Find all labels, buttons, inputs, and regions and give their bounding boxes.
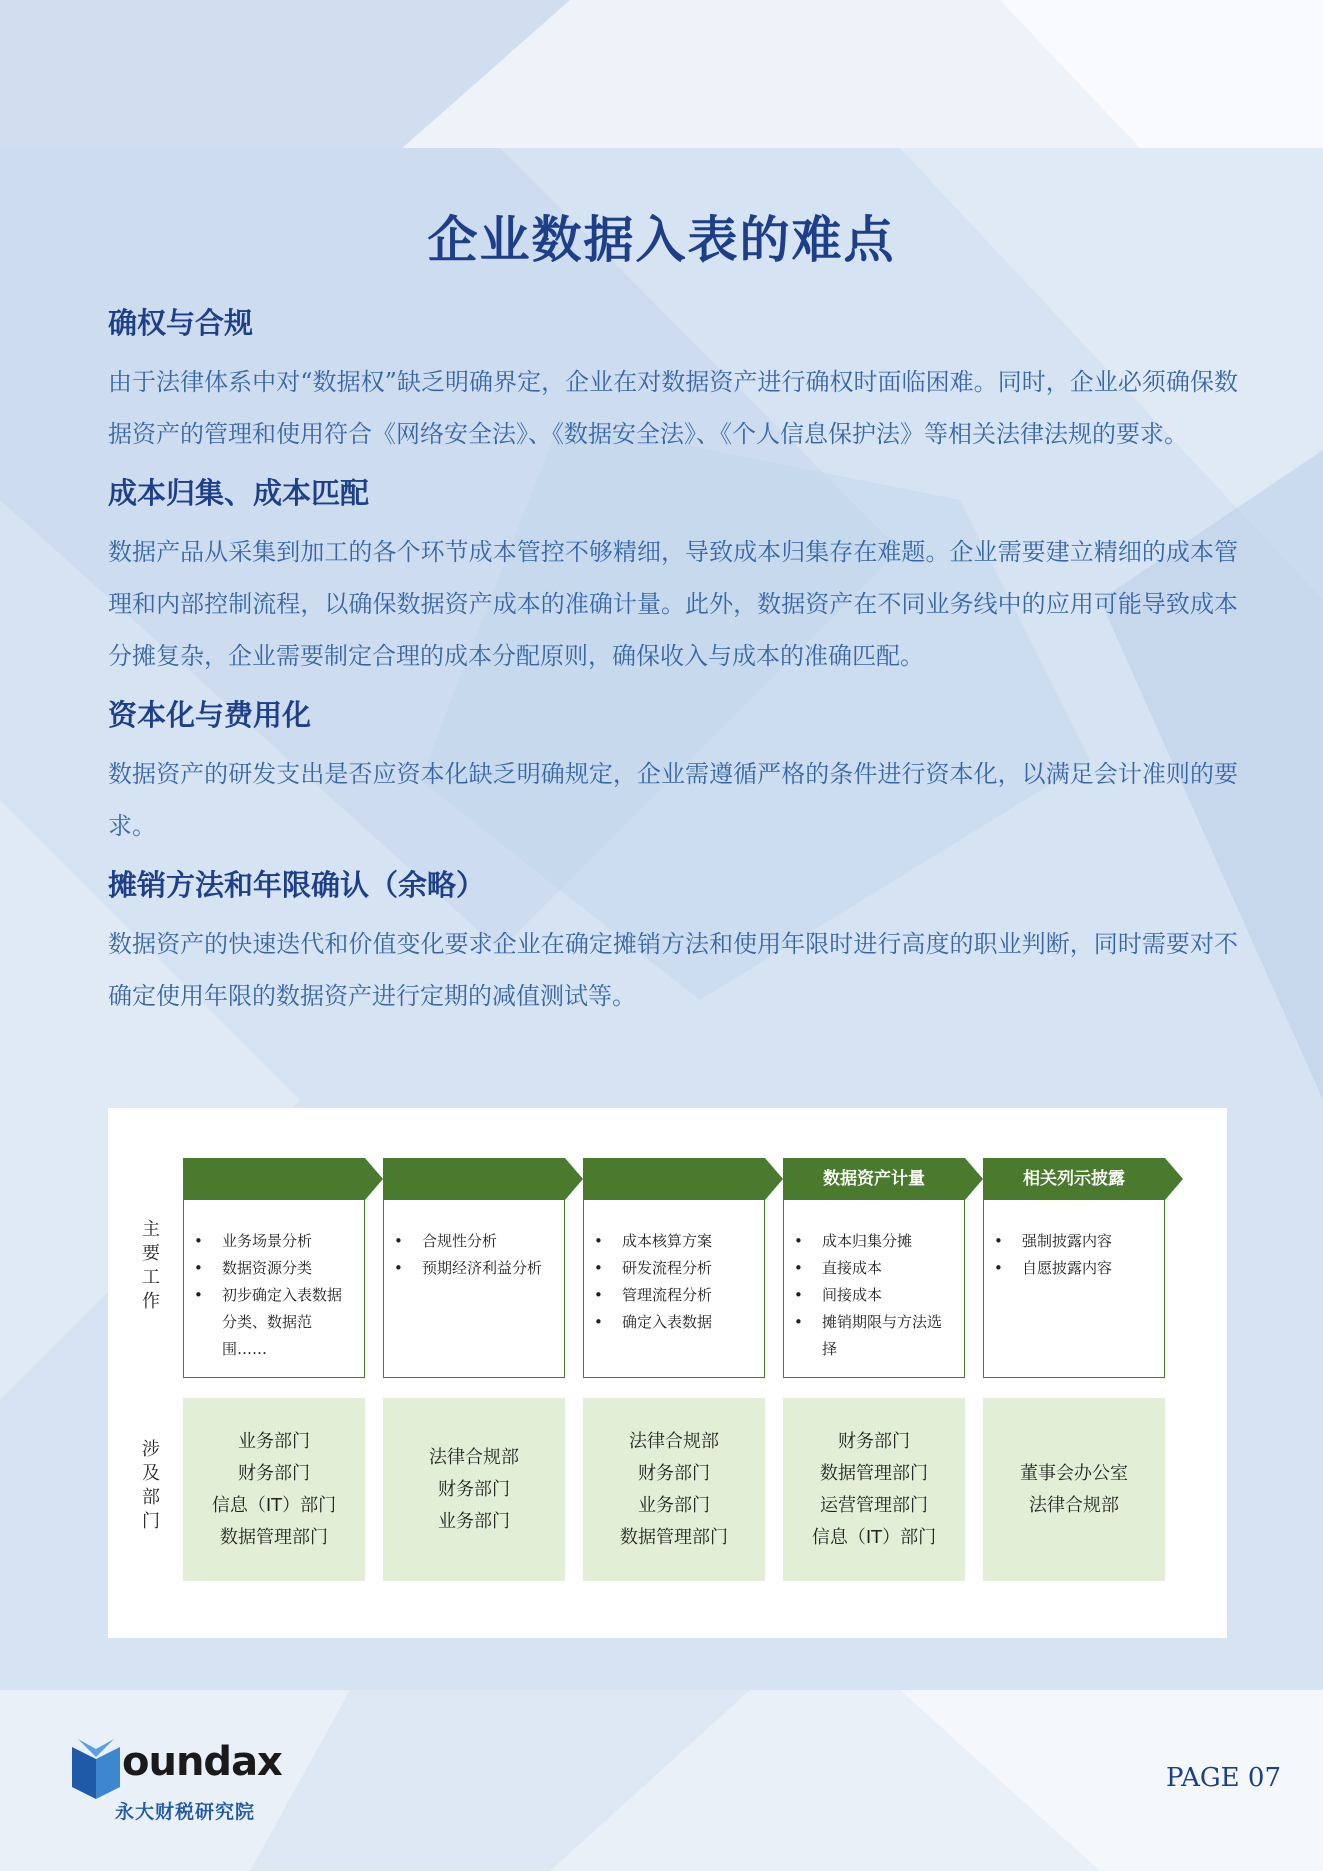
process-step-arrow [583,1158,785,1200]
process-step-label [383,1158,565,1200]
section-capitalization [108,692,1238,852]
department-item: 信息（IT）部门 [211,1494,337,1516]
section-heading: 摊销方法和年限确认（余略） [108,868,486,902]
department-item: 法律合规部 [1029,1494,1119,1516]
work-item: • 摊销期限与方法选择 [822,1309,956,1363]
department-box [783,1398,965,1581]
work-item: • 研发流程分析 [622,1255,756,1282]
department-item: 数据管理部门 [620,1526,728,1548]
work-item: • 自愿披露内容 [1022,1255,1156,1282]
logo [70,1735,290,1830]
main-content [108,300,1238,1032]
section-body: 数据资产的快速迭代和价值变化要求企业在确定摊销方法和使用年限时进行高度的职业判断，同时需要对不确定使用年限的数据资产进行定期的减值测试等。 [108,930,1238,1010]
page-title: 企业数据入表的难点 [427,210,896,269]
department-item: 运营管理部门 [820,1494,928,1516]
work-box [983,1200,1165,1378]
department-item: 财务部门 [238,1462,310,1484]
department-item: 财务部门 [638,1462,710,1484]
process-step-arrow [383,1158,585,1200]
process-step-label [583,1158,765,1200]
section-cost [108,470,1238,682]
work-item: • 直接成本 [822,1255,956,1282]
section-heading: 资本化与费用化 [108,698,312,732]
department-box [583,1398,765,1581]
process-step-label [183,1158,365,1200]
section-heading: 确权与合规 [108,306,254,340]
department-item: 法律合规部 [629,1430,719,1452]
work-item: • 预期经济利益分析 [422,1255,556,1282]
work-item: • 数据资源分类 [222,1255,356,1282]
section-body: 数据资产的研发支出是否应资本化缺乏明确规定，企业需遵循严格的条件进行资本化，以满足会计准则的要求。 [108,760,1238,840]
department-item: 财务部门 [438,1478,510,1500]
work-item: • 初步确定入表数据分类、数据范围…… [222,1282,356,1363]
department-item: 信息（IT）部门 [811,1526,937,1548]
logo-book-icon [70,1739,122,1801]
process-step-arrow [183,1158,385,1200]
section-body: 数据产品从采集到加工的各个环节成本管控不够精细，导致成本归集存在难题。企业需要建立精细的成本管理和内部控制流程，以确保数据资产成本的准确计量。此外，数据资产在不同业务线中的应用可能导致成本分摊复杂，企业需要制定合理的成本分配原则，确保收入与成本的准确匹配。 [108,538,1238,670]
process-step-arrow [783,1158,985,1200]
department-item: 数据管理部门 [220,1526,328,1548]
work-item: • 业务场景分析 [222,1228,356,1255]
logo-wordmark: oundax [122,1739,282,1785]
work-item: • 成本归集分摊 [822,1228,956,1255]
work-item: • 间接成本 [822,1282,956,1309]
section-heading: 成本归集、成本匹配 [108,476,370,510]
process-step-label: 数据资产计量 [823,1169,925,1189]
department-item: 业务部门 [638,1494,710,1516]
department-item: 财务部门 [838,1430,910,1452]
work-item: • 合规性分析 [422,1228,556,1255]
row-label-work: 主要工作 [142,1219,160,1312]
department-item: 业务部门 [238,1430,310,1452]
work-box [583,1200,765,1378]
department-item: 业务部门 [438,1510,510,1532]
section-amortization [108,862,1238,1022]
logo-subtitle: 永大财税研究院 [115,1801,256,1823]
row-label-dept: 涉及部门 [142,1439,160,1532]
work-item: • 管理流程分析 [622,1282,756,1309]
department-box [983,1398,1165,1581]
work-box [183,1200,365,1378]
work-box [383,1200,565,1378]
department-box [183,1398,365,1581]
section-body: 由于法律体系中对“数据权”缺乏明确界定，企业在对数据资产进行确权时面临困难。同时，企业必须确保数据资产的管理和使用符合《网络安全法》、《数据安全法》、《个人信息保护法》等相关法律法规的要求。 [108,368,1238,448]
department-box [383,1398,565,1581]
page-number: PAGE 07 [1166,1763,1281,1793]
department-item: 董事会办公室 [1020,1462,1128,1484]
process-step-label: 相关列示披露 [1023,1169,1125,1189]
work-item: • 确定入表数据 [622,1309,756,1336]
section-ownership [108,300,1238,460]
department-item: 法律合规部 [429,1446,519,1468]
process-step-arrow [983,1158,1185,1200]
work-item: • 成本核算方案 [622,1228,756,1255]
work-item: • 强制披露内容 [1022,1228,1156,1255]
process-figure [108,1108,1227,1638]
department-item: 数据管理部门 [820,1462,928,1484]
work-box [783,1200,965,1378]
